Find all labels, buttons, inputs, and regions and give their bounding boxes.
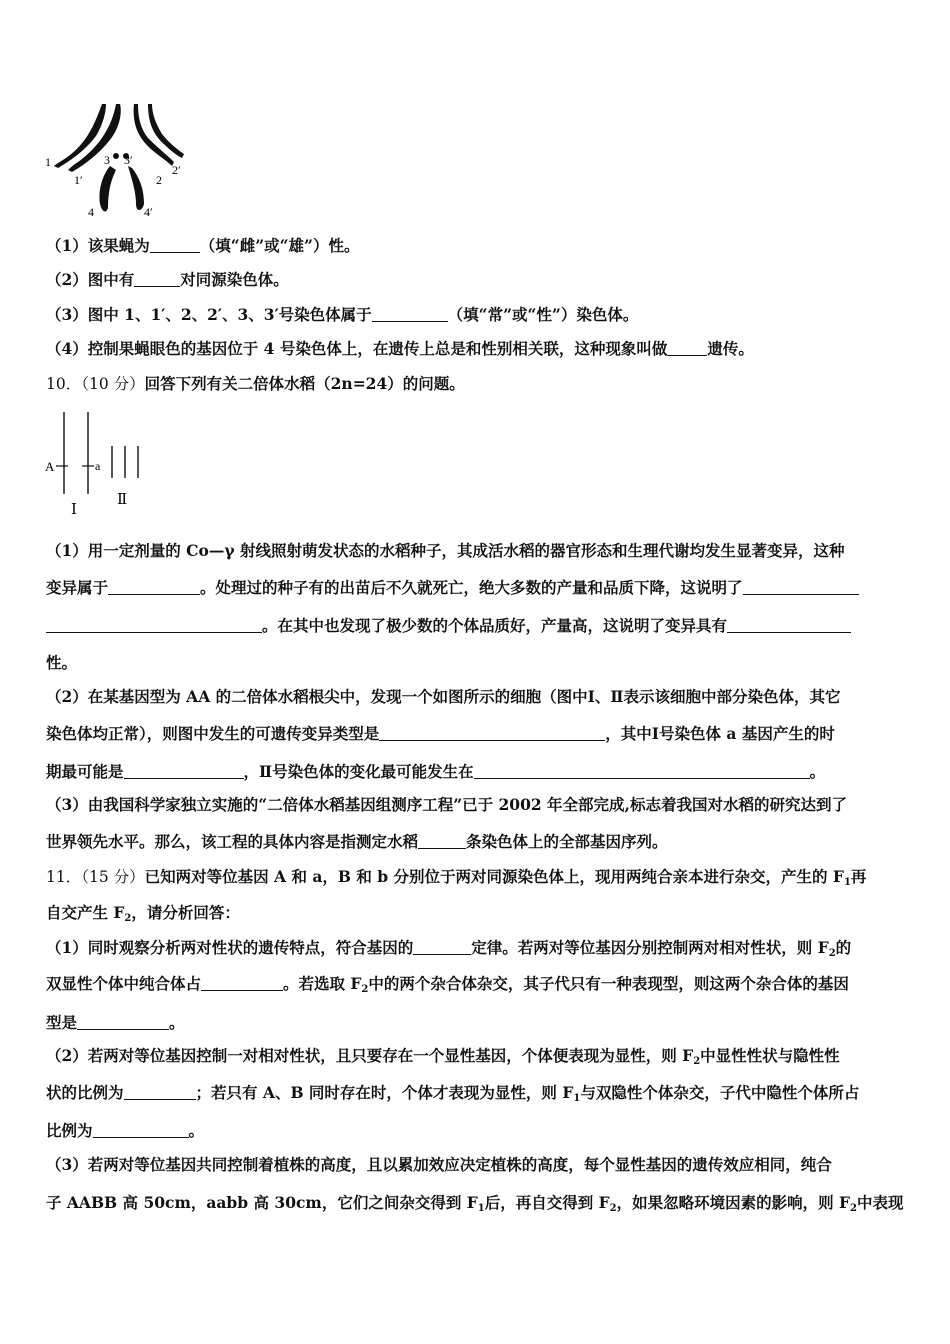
chromosome-4 bbox=[99, 166, 116, 211]
chromosome-1 bbox=[54, 104, 106, 168]
q10-part1-line1: （1）用一定剂量的 Co—γ 射线照射萌发状态的水稻种子，其成活水稻的器官形态和生理代谢均发生显著变异，这种 bbox=[46, 541, 845, 560]
label-3-prime: 3′ bbox=[124, 153, 133, 167]
q9-blank-3[interactable] bbox=[372, 306, 448, 322]
q9-part1: （1）该果蝇为 （填“雌”或“雄”）性。 bbox=[46, 236, 360, 255]
q10-blank-7[interactable] bbox=[418, 833, 466, 849]
chromosome-3 bbox=[113, 153, 119, 159]
q11-blank-2[interactable] bbox=[201, 975, 283, 991]
q9-blank-4[interactable] bbox=[667, 340, 707, 356]
q10-part2-line3: 期最可能是 ，Ⅱ号染色体的变化最可能发生在 。 bbox=[46, 762, 826, 781]
q11-blank-1[interactable] bbox=[413, 939, 471, 955]
q11-blank-5[interactable] bbox=[93, 1122, 189, 1138]
chromosome-4-prime bbox=[128, 166, 144, 210]
q10-part3-line2: 世界领先水平。那么，该工程的具体内容是指测定水稻 条染色体上的全部基因序列。 bbox=[46, 832, 668, 851]
chromosome-figure bbox=[44, 96, 194, 220]
q11-blank-3[interactable] bbox=[77, 1014, 169, 1030]
q10-blank-2a[interactable] bbox=[743, 579, 859, 595]
q9-part4: （4）控制果蝇眼色的基因位于 4 号染色体上，在遗传上总是和性别相关联，这种现象叫做 遗传。 bbox=[46, 339, 754, 358]
q11-part3-line1: （3）若两对等位基因共同控制着植株的高度，且以累加效应决定植株的高度，每个显性基因的遗传效应相同，纯合 bbox=[46, 1155, 832, 1174]
label-1-prime: 1′ bbox=[74, 173, 83, 187]
q10-blank-2b[interactable] bbox=[46, 617, 262, 633]
q10-part2-line1: （2）在某基因型为 AA 的二倍体水稻根尖中，发现一个如图所示的细胞（图中Ⅰ、Ⅱ表示该细胞中部分染色体，其它 bbox=[46, 687, 841, 706]
q11-blank-4[interactable] bbox=[124, 1084, 196, 1100]
q11-part1-line3: 型是 。 bbox=[46, 1013, 185, 1032]
q10-blank-4[interactable] bbox=[379, 725, 605, 741]
chromosome-variation-figure bbox=[44, 408, 154, 520]
label-1: 1 bbox=[45, 155, 51, 169]
q11-title-line2: 自交产生 $F_2$，请分析回答： bbox=[46, 903, 240, 924]
q10-part1-line2: 变异属于 。处理过的种子有的出苗后不久就死亡，绝大多数的产量和品质下降，这说明了 bbox=[46, 577, 908, 599]
q10-part3-line1: （3）由我国科学家独立实施的“二倍体水稻基因组测序工程”已于 2002 年全部完成,标志着我国对水稻的研究达到了 bbox=[46, 795, 847, 814]
q10-blank-6[interactable] bbox=[474, 763, 810, 779]
label-2-prime: 2′ bbox=[172, 163, 181, 177]
q9-blank-2[interactable] bbox=[134, 271, 180, 287]
label-3: 3 bbox=[104, 153, 110, 167]
label-I: Ⅰ bbox=[71, 502, 77, 518]
q11-part2-line3: 比例为 。 bbox=[46, 1121, 205, 1140]
label-4-prime: 4′ bbox=[144, 205, 153, 219]
q9-part2: （2）图中有 对同源染色体。 bbox=[46, 270, 289, 289]
chromosome-2 bbox=[134, 104, 174, 166]
q11-part1-line2: 双显性个体中纯合体占 。若选取 $F_2$中的两个杂合体杂交，其子代只有一种表现型，则这两个杂合体的基因 bbox=[46, 974, 849, 995]
q11-part2-line2: 状的比例为 ；若只有 A、B 同时存在时，个体才表现为显性，则 $F_1$与双隐性个体杂交，子代中隐性个体所占 bbox=[46, 1083, 860, 1104]
q10-part1-line4: 性。 bbox=[46, 653, 78, 672]
q11-part3-line2: 子 AABB 高 50cm，aabb 高 30cm，它们之间杂交得到 $F_1$后，再自交得到 $F_2$，如果忽略环境因素的影响，则 $F_2$中表现 bbox=[46, 1193, 904, 1214]
label-4: 4 bbox=[88, 205, 94, 219]
q11-part1-line1: （1）同时观察分析两对性状的遗传特点，符合基因的 定律。若两对等位基因分别控制两对相对性状，则 $F_2$的 bbox=[46, 938, 852, 959]
label-2: 2 bbox=[156, 173, 162, 187]
q9-part3: （3）图中 1、1′、2、2′、3、3′号染色体属于 （填“常”或“性”）染色体。 bbox=[46, 305, 639, 324]
q10-part2-line2: 染色体均正常），则图中发生的可遗传变异类型是 ，其中Ⅰ号染色体 a 基因产生的时 bbox=[46, 724, 835, 743]
label-II: Ⅱ bbox=[117, 492, 128, 508]
q10-blank-5[interactable] bbox=[124, 763, 244, 779]
label-a: a bbox=[95, 459, 101, 473]
q10-part1-line3: 。在其中也发现了极少数的个体品质好，产量高，这说明了变异具有 bbox=[46, 615, 908, 637]
label-A: A bbox=[45, 459, 55, 474]
q10-blank-1[interactable] bbox=[108, 579, 200, 595]
q9-blank-1[interactable] bbox=[150, 237, 200, 253]
q11-title-line1: 11．（15 分）已知两对等位基因 A 和 a，B 和 b 分别位于两对同源染色体上，现用两纯合亲本进行杂交，产生的 $F_1$再 bbox=[46, 867, 867, 888]
q11-part2-line1: （2）若两对等位基因控制一对相对性状，且只要存在一个显性基因，个体便表现为显性，则 $F_2$中显性性状与隐性性 bbox=[46, 1046, 840, 1067]
q10-blank-3[interactable] bbox=[727, 617, 851, 633]
q10-title: 10．（10 分）回答下列有关二倍体水稻（2n=24）的问题。 bbox=[46, 374, 465, 393]
